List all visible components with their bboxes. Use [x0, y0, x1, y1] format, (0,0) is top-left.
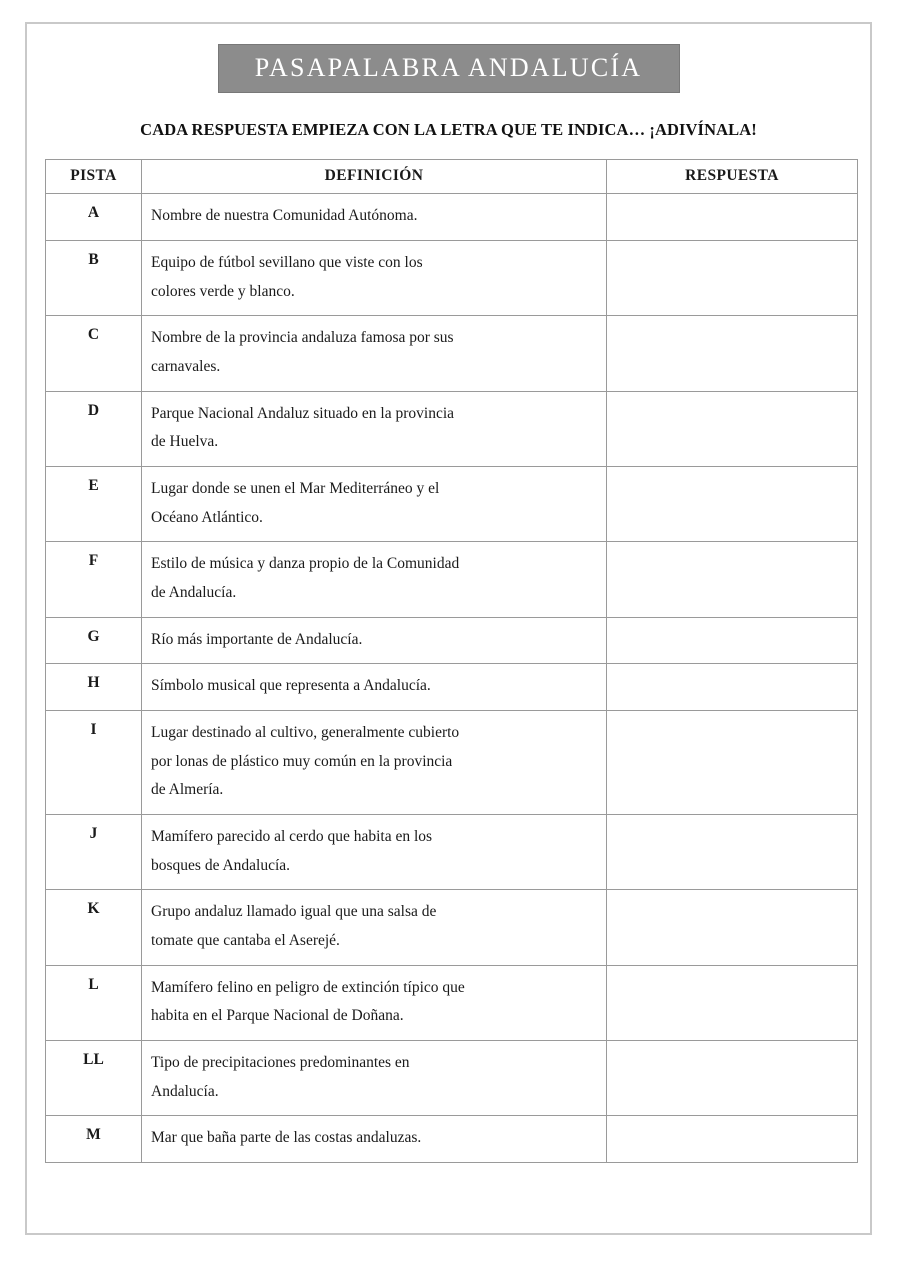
title-banner: [218, 44, 680, 93]
cell-respuesta-blank[interactable]: [607, 316, 858, 391]
definicion-line: Nombre de la provincia andaluza famosa por sus: [151, 329, 454, 347]
definicion-line: de Huelva.: [151, 433, 219, 451]
definicion-line: Lugar destinado al cultivo, generalmente cubierto: [151, 724, 460, 742]
definicion-line: bosques de Andalucía.: [151, 856, 291, 874]
definicion-line: Mamífero felino en peligro de extinción típico que: [151, 978, 465, 996]
cell-respuesta-blank[interactable]: [607, 965, 858, 1040]
definicion-line: carnavales.: [151, 357, 221, 375]
definicion-line: Río más importante de Andalucía.: [151, 630, 363, 648]
cell-respuesta-blank[interactable]: [607, 467, 858, 542]
cell-respuesta-blank[interactable]: [607, 391, 858, 466]
cell-definicion: [142, 711, 607, 815]
title-banner-container: [27, 44, 870, 93]
cell-definicion: [142, 1116, 607, 1163]
table-row: [46, 890, 858, 965]
cell-pista: F: [46, 542, 142, 617]
definicion-line: colores verde y blanco.: [151, 282, 295, 300]
cell-pista: H: [46, 664, 142, 711]
definicion-line: habita en el Parque Nacional de Doñana.: [151, 1007, 404, 1025]
cell-respuesta-blank[interactable]: [607, 890, 858, 965]
cell-definicion: [142, 467, 607, 542]
cell-pista: LL: [46, 1041, 142, 1116]
cell-definicion: [142, 664, 607, 711]
page-bottom-space: [27, 1163, 870, 1233]
cell-pista: K: [46, 890, 142, 965]
definicion-line: Grupo andaluz llamado igual que una salsa de: [151, 903, 437, 921]
table-row: [46, 467, 858, 542]
cell-definicion: [142, 890, 607, 965]
cell-pista: L: [46, 965, 142, 1040]
table-row: [46, 815, 858, 890]
cell-respuesta-blank[interactable]: [607, 664, 858, 711]
definicion-line: de Almería.: [151, 781, 224, 799]
table-row: [46, 711, 858, 815]
cell-definicion: [142, 542, 607, 617]
definicion-line: Parque Nacional Andaluz situado en la provincia: [151, 404, 455, 422]
cell-respuesta-blank[interactable]: [607, 1116, 858, 1163]
cell-definicion: [142, 617, 607, 664]
table-header: [46, 160, 858, 194]
cell-definicion: [142, 965, 607, 1040]
cell-pista: D: [46, 391, 142, 466]
cell-pista: C: [46, 316, 142, 391]
cell-definicion: [142, 194, 607, 241]
definicion-line: Océano Atlántico.: [151, 508, 263, 526]
definicion-line: de Andalucía.: [151, 584, 237, 602]
column-header-pista: PISTA: [46, 160, 142, 194]
definicion-line: Andalucía.: [151, 1082, 219, 1100]
definicion-line: Lugar donde se unen el Mar Mediterráneo y el: [151, 480, 440, 497]
definicion-line: Mamífero parecido al cerdo que habita en los: [151, 828, 433, 846]
cell-pista: A: [46, 194, 142, 241]
cell-respuesta-blank[interactable]: [607, 542, 858, 617]
cell-pista: E: [46, 467, 142, 542]
definicion-line: Mar que baña parte de las costas andaluzas.: [151, 1129, 422, 1147]
table-row: [46, 240, 858, 315]
cell-definicion: [142, 391, 607, 466]
table-row: [46, 194, 858, 241]
column-header-definicion: DEFINICIÓN: [142, 160, 607, 194]
table-row: [46, 664, 858, 711]
table-body: [46, 194, 858, 1163]
definicion-line: Tipo de precipitaciones predominantes en: [151, 1054, 410, 1072]
cell-respuesta-blank[interactable]: [607, 194, 858, 241]
cell-definicion: [142, 316, 607, 391]
quiz-table-container: [45, 159, 853, 1163]
cell-respuesta-blank[interactable]: [607, 815, 858, 890]
table-row: [46, 965, 858, 1040]
definicion-line: Nombre de nuestra Comunidad Autónoma.: [151, 207, 418, 225]
table-row: [46, 1041, 858, 1116]
cell-definicion: [142, 240, 607, 315]
table-header-row: [46, 160, 858, 194]
instructions-text: CADA RESPUESTA EMPIEZA CON LA LETRA QUE TE INDICA… ¡ADIVÍNALA!: [140, 120, 757, 140]
cell-definicion: [142, 815, 607, 890]
cell-respuesta-blank[interactable]: [607, 617, 858, 664]
cell-pista: B: [46, 240, 142, 315]
worksheet-page: [25, 22, 872, 1235]
definicion-line: por lonas de plástico muy común en la provincia: [151, 752, 453, 770]
page-title: PASAPALABRA ANDALUCÍA: [254, 53, 643, 82]
table-row: [46, 617, 858, 664]
table-row: [46, 316, 858, 391]
definicion-line: Equipo de fútbol sevillano que viste con los: [151, 253, 423, 271]
cell-pista: M: [46, 1116, 142, 1163]
definicion-line: Estilo de música y danza propio de la Comunidad: [151, 555, 460, 573]
definicion-line: tomate que cantaba el Aserejé.: [151, 932, 340, 950]
table-row: [46, 542, 858, 617]
cell-pista: G: [46, 617, 142, 664]
cell-respuesta-blank[interactable]: [607, 1041, 858, 1116]
cell-respuesta-blank[interactable]: [607, 240, 858, 315]
table-row: [46, 1116, 858, 1163]
cell-definicion: [142, 1041, 607, 1116]
quiz-table: [45, 159, 858, 1163]
cell-pista: J: [46, 815, 142, 890]
definicion-line: Símbolo musical que representa a Andalucía.: [151, 677, 431, 695]
cell-pista: I: [46, 711, 142, 815]
cell-respuesta-blank[interactable]: [607, 711, 858, 815]
column-header-respuesta: RESPUESTA: [607, 160, 858, 194]
table-row: [46, 391, 858, 466]
